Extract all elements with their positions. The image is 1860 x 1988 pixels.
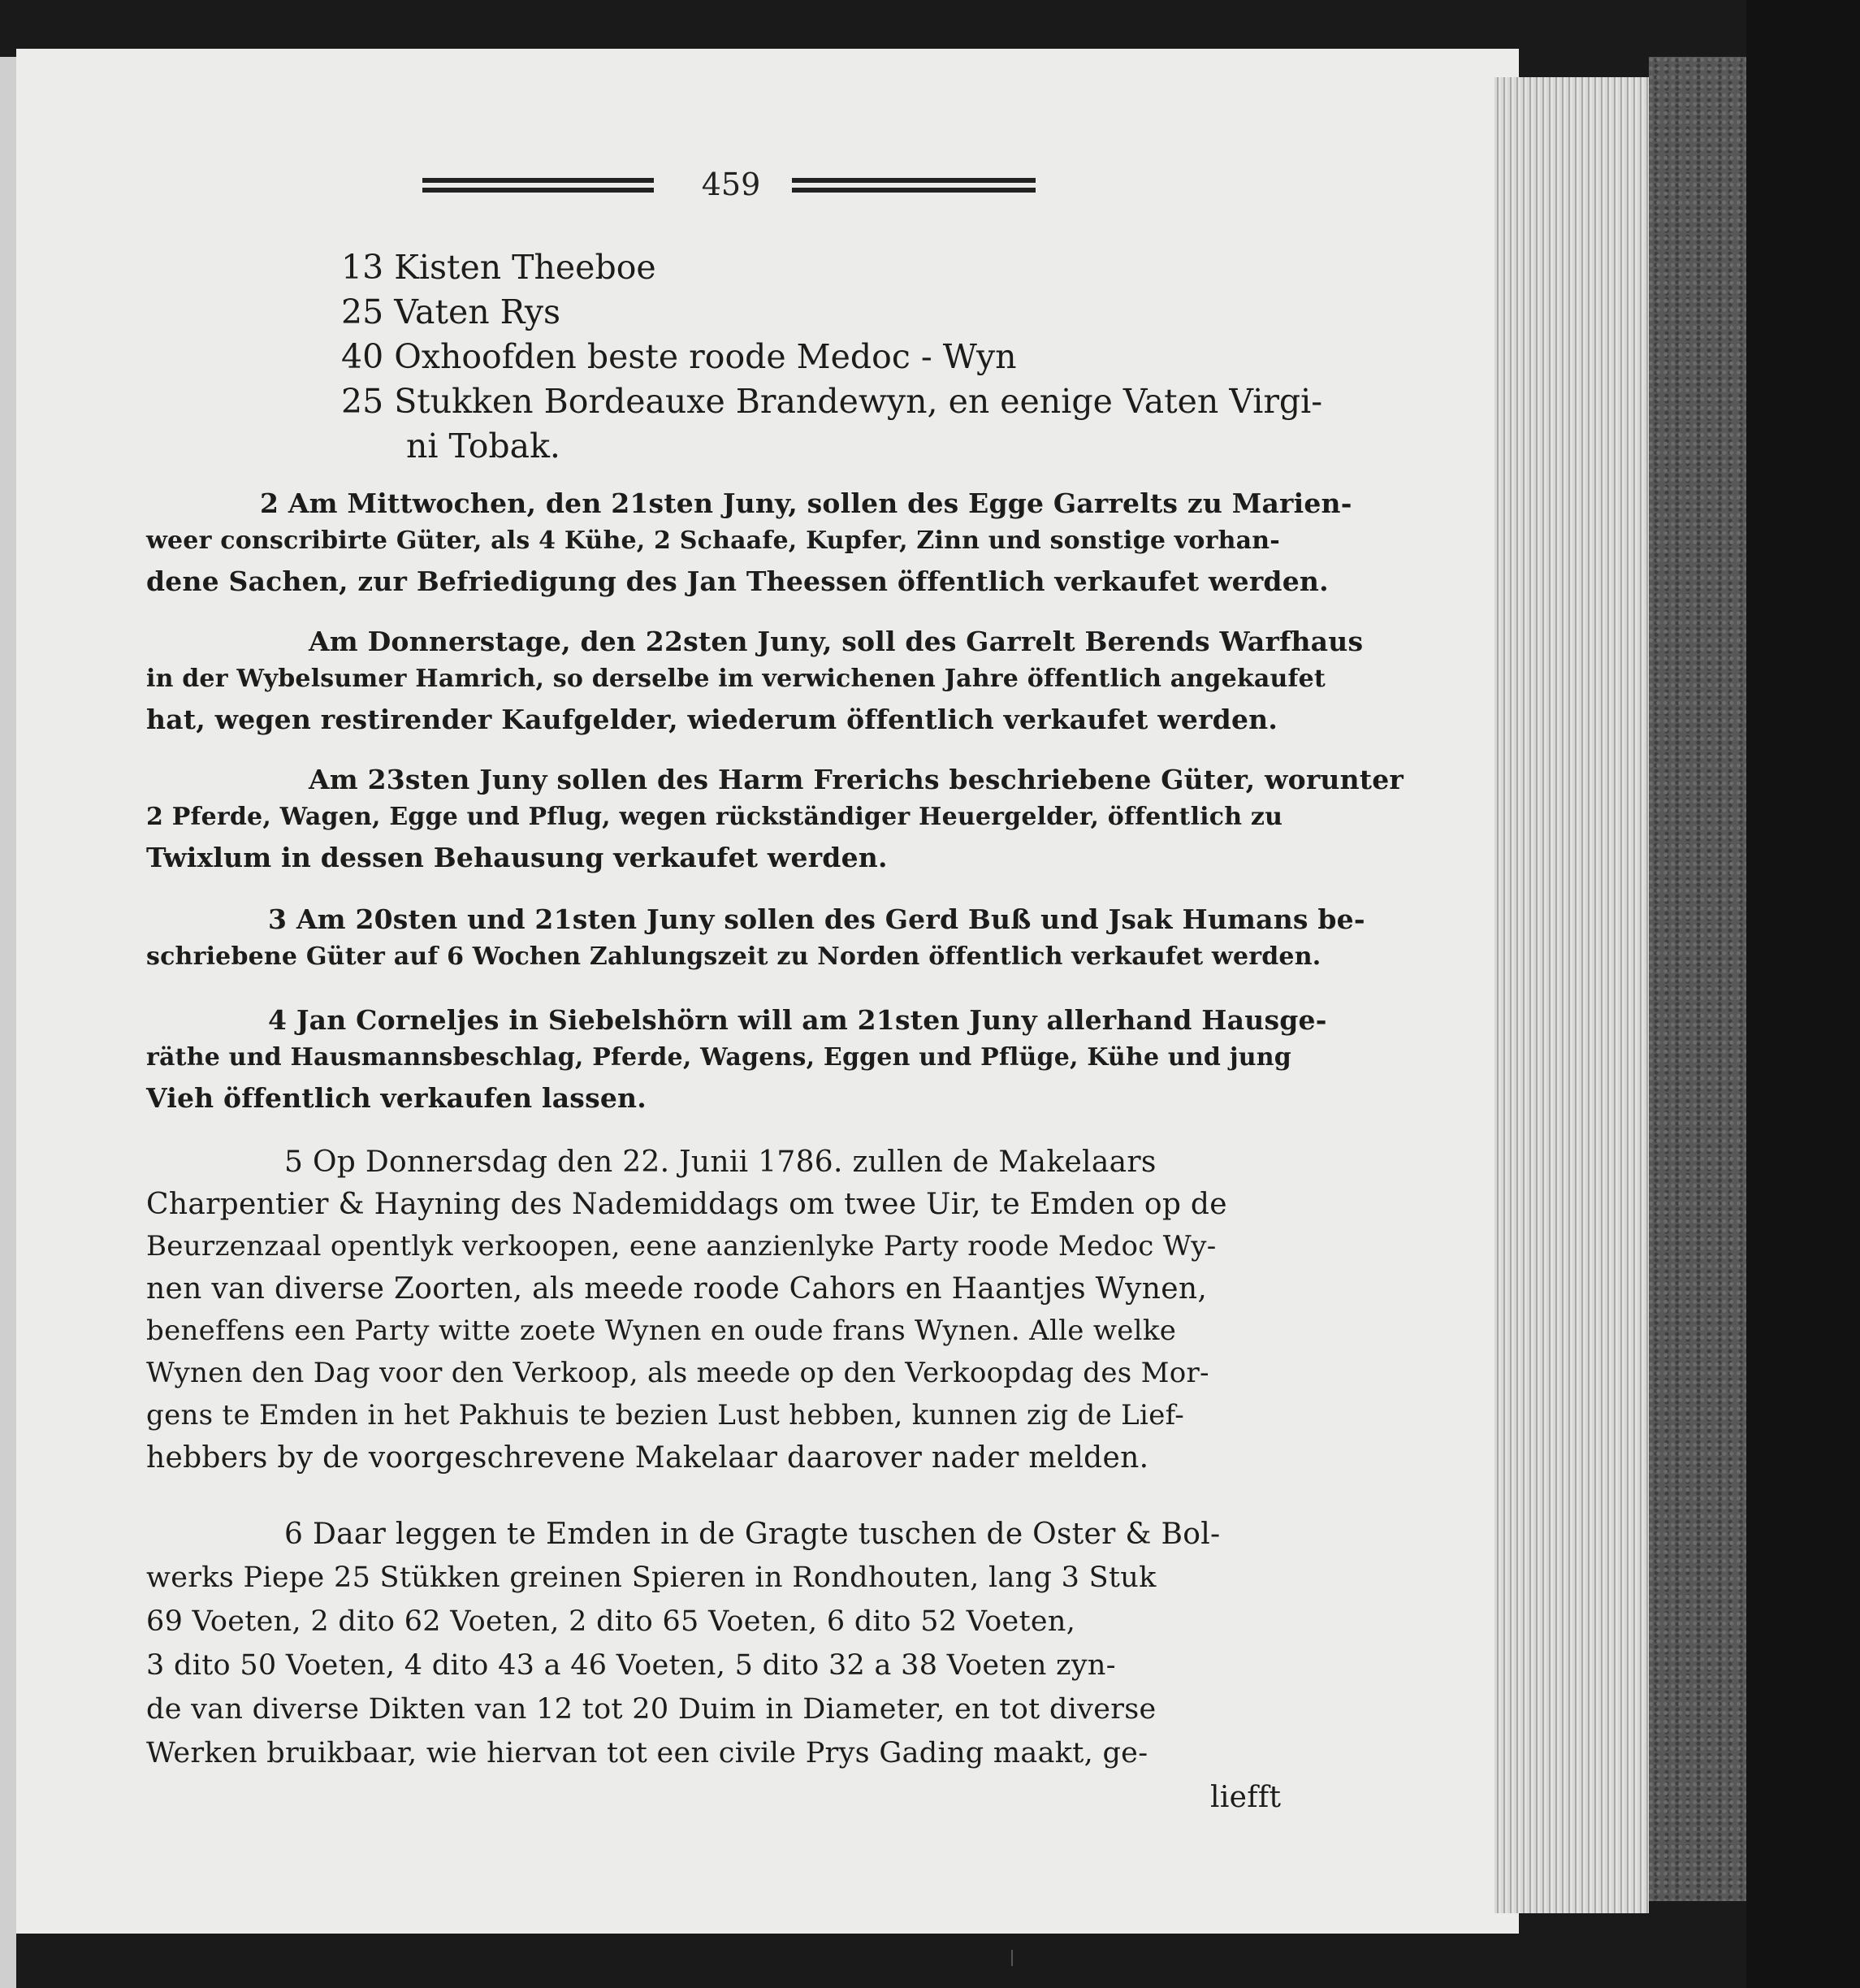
list-item: 13 Kisten Theeboe [341, 248, 656, 287]
notice-5-line: gens te Emden in het Pakhuis te bezien Lust hebben, kunnen zig de Lief- [146, 1399, 1185, 1431]
notice-6-line: de van diverse Dikten van 12 tot 20 Duim in Diameter, en tot diverse [146, 1693, 1157, 1726]
notice-5-line: nen van diverse Zoorten, als meede roode Cahors en Haantjes Wynen, [146, 1272, 1208, 1306]
page-number: 459 [701, 167, 761, 202]
notice-c-line: 2 Pferde, Wagen, Egge und Pflug, wegen rückständiger Heuergelder, öffentlich zu [146, 803, 1283, 831]
notice-3-line: schriebene Güter auf 6 Wochen Zahlungszeit zu Norden öffentlich verkaufet werden. [146, 942, 1321, 971]
notice-6-line: liefft [1210, 1781, 1282, 1814]
notice-6-line: werks Piepe 25 Stükken greinen Spieren in Rondhouten, lang 3 Stuk [146, 1561, 1157, 1594]
list-item: ni Tobak. [406, 427, 560, 466]
ink-mark [1011, 1950, 1013, 1966]
header-rule-right [792, 176, 1036, 196]
notice-6-line: 3 dito 50 Voeten, 4 dito 43 a 46 Voeten, 5 dito 32 a 38 Voeten zyn- [146, 1649, 1116, 1682]
notice-3-line: 3 Am 20sten und 21sten Juny sollen des Gerd Buß und Jsak Humans be- [268, 903, 1365, 935]
notice-5-line: hebbers by de voorgeschrevene Makelaar daarover nader melden. [146, 1441, 1149, 1475]
notice-6-line: 6 Daar leggen te Emden in de Gragte tuschen de Oster & Bol- [284, 1518, 1221, 1551]
notice-6-line: Werken bruikbaar, wie hiervan tot een civile Prys Gading maakt, ge- [146, 1737, 1148, 1769]
notice-b-line: Am Donnerstage, den 22sten Juny, soll des Garrelt Berends Warfhaus [309, 626, 1364, 657]
notice-6-line: 69 Voeten, 2 dito 62 Voeten, 2 dito 65 Voeten, 6 dito 52 Voeten, [146, 1605, 1076, 1638]
notice-2-line: dene Sachen, zur Befriedigung des Jan Theessen öffentlich verkaufet werden. [146, 565, 1329, 597]
notice-5-line: beneffens een Party witte zoete Wynen en oude frans Wynen. Alle welke [146, 1315, 1177, 1347]
notice-b-line: hat, wegen restirender Kaufgelder, wiederum öffentlich verkaufet werden. [146, 704, 1278, 735]
notice-5-line: 5 Op Donnersdag den 22. Junii 1786. zullen de Makelaars [284, 1146, 1157, 1179]
background-dark [1746, 0, 1860, 1988]
list-item: 25 Vaten Rys [341, 292, 561, 331]
list-item: 25 Stukken Bordeauxe Brandewyn, en eenige Vaten Virgi- [341, 382, 1323, 421]
header-rule-left [422, 176, 654, 196]
notice-4-line: Vieh öffentlich verkaufen lassen. [146, 1082, 647, 1114]
page-edges [1494, 77, 1649, 1913]
notice-b-line: in der Wybelsumer Hamrich, so derselbe im verwichenen Jahre öffentlich angekaufet [146, 665, 1326, 693]
notice-c-line: Am 23sten Juny sollen des Harm Frerichs beschriebene Güter, worunter [309, 764, 1404, 795]
page-header [422, 167, 1040, 207]
left-page-edge [0, 57, 16, 1988]
list-item: 40 Oxhoofden beste roode Medoc - Wyn [341, 337, 1017, 376]
notice-2-line: weer conscribirte Güter, als 4 Kühe, 2 Schaafe, Kupfer, Zinn und sonstige vorhan- [146, 526, 1280, 555]
notice-5-line: Beurzenzaal opentlyk verkoopen, eene aanzienlyke Party roode Medoc Wy- [146, 1230, 1217, 1263]
notice-c-line: Twixlum in dessen Behausung verkaufet werden. [146, 842, 888, 873]
book-cover-edge [1649, 57, 1746, 1901]
notice-4-line: räthe und Hausmannsbeschlag, Pferde, Wagens, Eggen und Pflüge, Kühe und jung [146, 1043, 1291, 1072]
notice-2-line: 2 Am Mittwochen, den 21sten Juny, sollen des Egge Garrelts zu Marien- [260, 487, 1352, 519]
notice-4-line: 4 Jan Corneljes in Siebelshörn will am 21sten Juny allerhand Hausge- [268, 1004, 1327, 1036]
notice-5-line: Wynen den Dag voor den Verkoop, als meede op den Verkoopdag des Mor- [146, 1357, 1209, 1389]
notice-5-line: Charpentier & Hayning des Nademiddags om twee Uir, te Emden op de [146, 1188, 1227, 1221]
